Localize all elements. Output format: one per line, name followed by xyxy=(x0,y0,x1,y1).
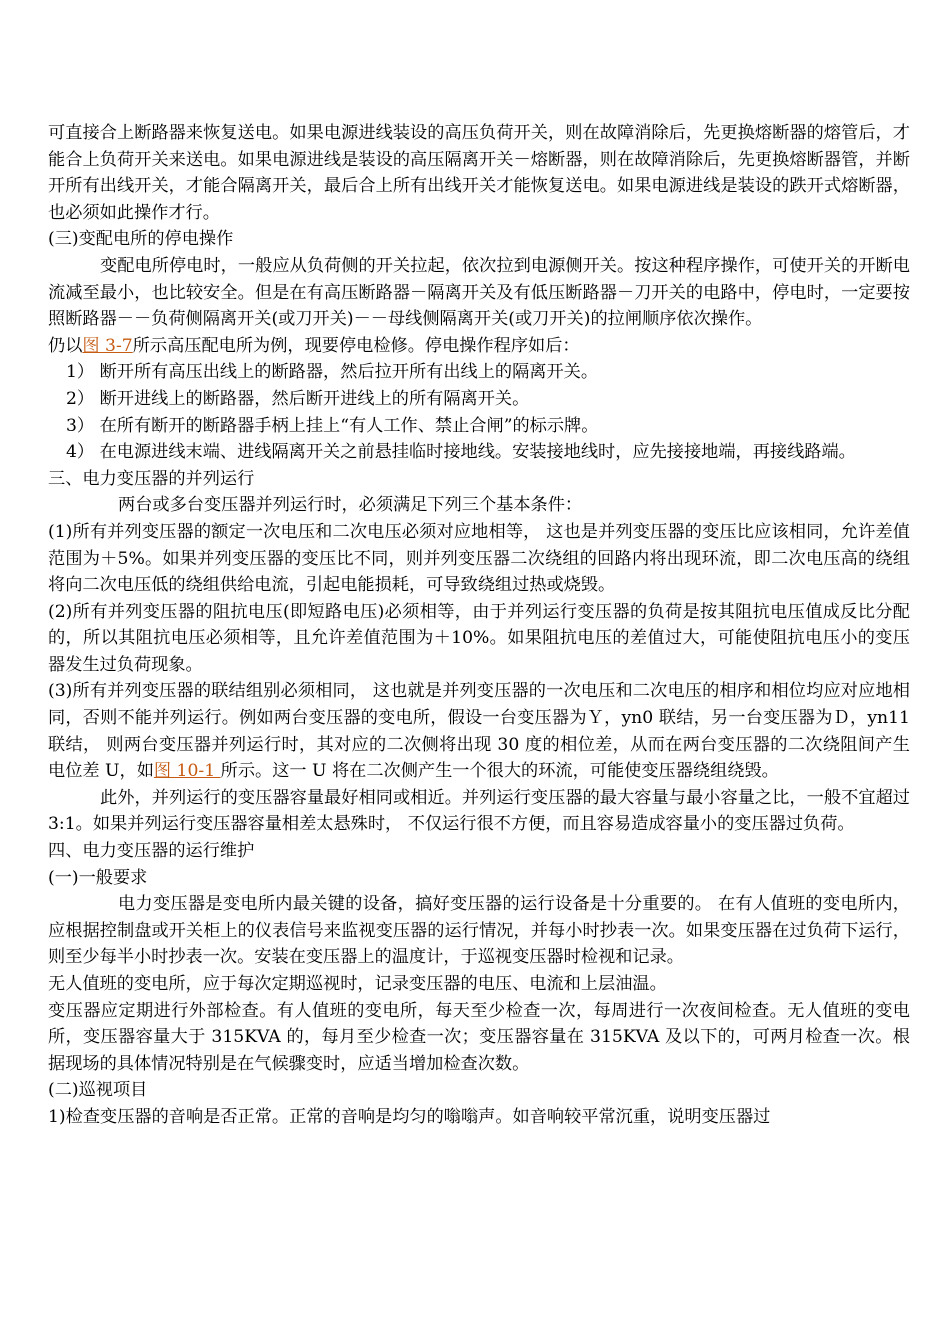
paragraph-outage-order: 变配电所停电时，一般应从负荷侧的开关拉起，依次拉到电源侧开关。按这种程序操作，可使开关的开断电流减至最小，也比较安全。但是在有高压断路器－隔离开关及有低压断路器－刀开关的电路中，停电时，一定要按照断路器－－负荷侧隔离开关(或刀开关)－－母线侧隔离开关(或刀开关)的拉闸顺序依次操作。 xyxy=(48,255,910,330)
step-2: 2） 断开进线上的断路器，然后断开进线上的所有隔离开关。 xyxy=(66,388,530,409)
heading-general-requirements: (一)一般要求 xyxy=(48,867,148,888)
paragraph-capacity: 此外，并列运行的变压器容量最好相同或相近。并列运行变压器的最大容量与最小容量之比，一般不宜超过 3:1。如果并列运行变压器容量相差太悬殊时， 不仅运行很不方便，而且容易造成容量小的变压器过负荷。 xyxy=(48,787,910,835)
condition-2: (2)所有并列变压器的阻抗电压(即短路电压)必须相等，由于并列运行变压器的负荷是按其阻抗电压值成反比分配的，所以其阻抗电压必须相等，且允许差值范围为＋10%。如果阻抗电压的差值过大，可能使阻抗电压小的变压器发生过负荷现象。 xyxy=(48,601,910,675)
condition-1: (1)所有并列变压器的额定一次电压和二次电压必须对应地相等， 这也是并列变压器的变压比应该相同，允许差值范围为＋5%。如果并列变压器的变压比不同，则并列变压器二次绕组的回路内将出现环流，即二次电压高的绕组将向二次电压低的绕组供给电流，引起电能损耗，可导致绕组过热或烧毁。 xyxy=(48,521,910,596)
paragraph-sound-check: 1)检查变压器的音响是否正常。正常的音响是均匀的嗡嗡声。如音响较平常沉重，说明变压器过 xyxy=(48,1106,771,1127)
figure-3-7-link[interactable]: 图 3-7 xyxy=(82,335,133,356)
paragraph-unattended: 无人值班的变电所，应于每次定期巡视时，记录变压器的电压、电流和上层油温。 xyxy=(48,974,667,994)
paragraph-monitoring: 电力变压器是变电所内最关键的设备，搞好变压器的运行设备是十分重要的。 在有人值班的变电所内，应根据控制盘或开关柜上的仪表信号来监视变压器的运行情况，并每小时抄表一次。如果变压器在过负荷下运行，则至少每半小时抄表一次。安装在变压器上的温度计，于巡视变压器时检视和记录。 xyxy=(48,894,910,968)
heading-outage-operation: (三)变配电所的停电操作 xyxy=(48,229,234,250)
heading-inspection-items: (二)巡视项目 xyxy=(48,1080,148,1101)
figure-10-1-link[interactable]: 图 10-1 xyxy=(153,761,221,782)
step-4: 4） 在电源进线末端、进线隔离开关之前悬挂临时接地线。安装接地线时，应先接接地端，再接线路端。 xyxy=(66,442,856,463)
step-1: 1） 断开所有高压出线上的断路器，然后拉开所有出线上的隔离开关。 xyxy=(66,362,599,383)
heading-parallel-operation: 三、电力变压器的并列运行 xyxy=(48,468,255,489)
condition-3 xyxy=(48,678,910,784)
paragraph-conditions-intro: 两台或多台变压器并列运行时，必须满足下列三个基本条件： xyxy=(118,495,583,516)
step-3: 3） 在所有断开的断路器手柄上挂上“有人工作、禁止合闸”的标示牌。 xyxy=(66,415,599,436)
example-text-before: 仍以 xyxy=(48,335,83,356)
document-body xyxy=(48,120,910,1131)
condition-3-text: (3)所有并列变压器的联结组别必须相同， 这也就是并列变压器的一次电压和二次电压的相序和相位均应对应地相同，否则不能并列运行。例如两台变压器的变电所，假设一台变压器为Ｙ，yn0 联结，另一台变压器为Ｄ，yn11 联结， 则两台变压器并列运行时，其对应的二次侧将出现 30 度的相位差，从而在两台变压器的二次绕阻间产生电位差 U，如 xyxy=(48,681,910,782)
paragraph-example xyxy=(48,333,910,360)
paragraph-recovery: 可直接合上断路器来恢复送电。如果电源进线装设的高压负荷开关，则在故障消除后，先更换熔断器的熔管后，才能合上负荷开关来送电。如果电源进线是装设的高压隔离开关－熔断器，则在故障消除后，先更换熔断器管，并断开所有出线开关，才能合隔离开关，最后合上所有出线开关才能恢复送电。如果电源进线是装设的跌开式熔断器，也必须如此操作才行。 xyxy=(48,123,910,223)
paragraph-inspection: 变压器应定期进行外部检查。有人值班的变电所，每天至少检查一次，每周进行一次夜间检查。无人值班的变电所，变压器容量大于 315KVA 的，每月至少检查一次；变压器容量在 315KVA 及以下的，可两月检查一次。根据现场的具体情况特别是在气候骤变时，应适当增加检查次数。 xyxy=(48,1000,910,1074)
example-text-after: 所示高压配电所为例，现要停电检修。停电操作程序如后： xyxy=(132,335,580,356)
condition-3-text-end: 所示。这一 U 将在二次侧产生一个很大的环流，可能使变压器绕组绕毁。 xyxy=(220,761,779,782)
heading-maintenance: 四、电力变压器的运行维护 xyxy=(48,841,255,862)
